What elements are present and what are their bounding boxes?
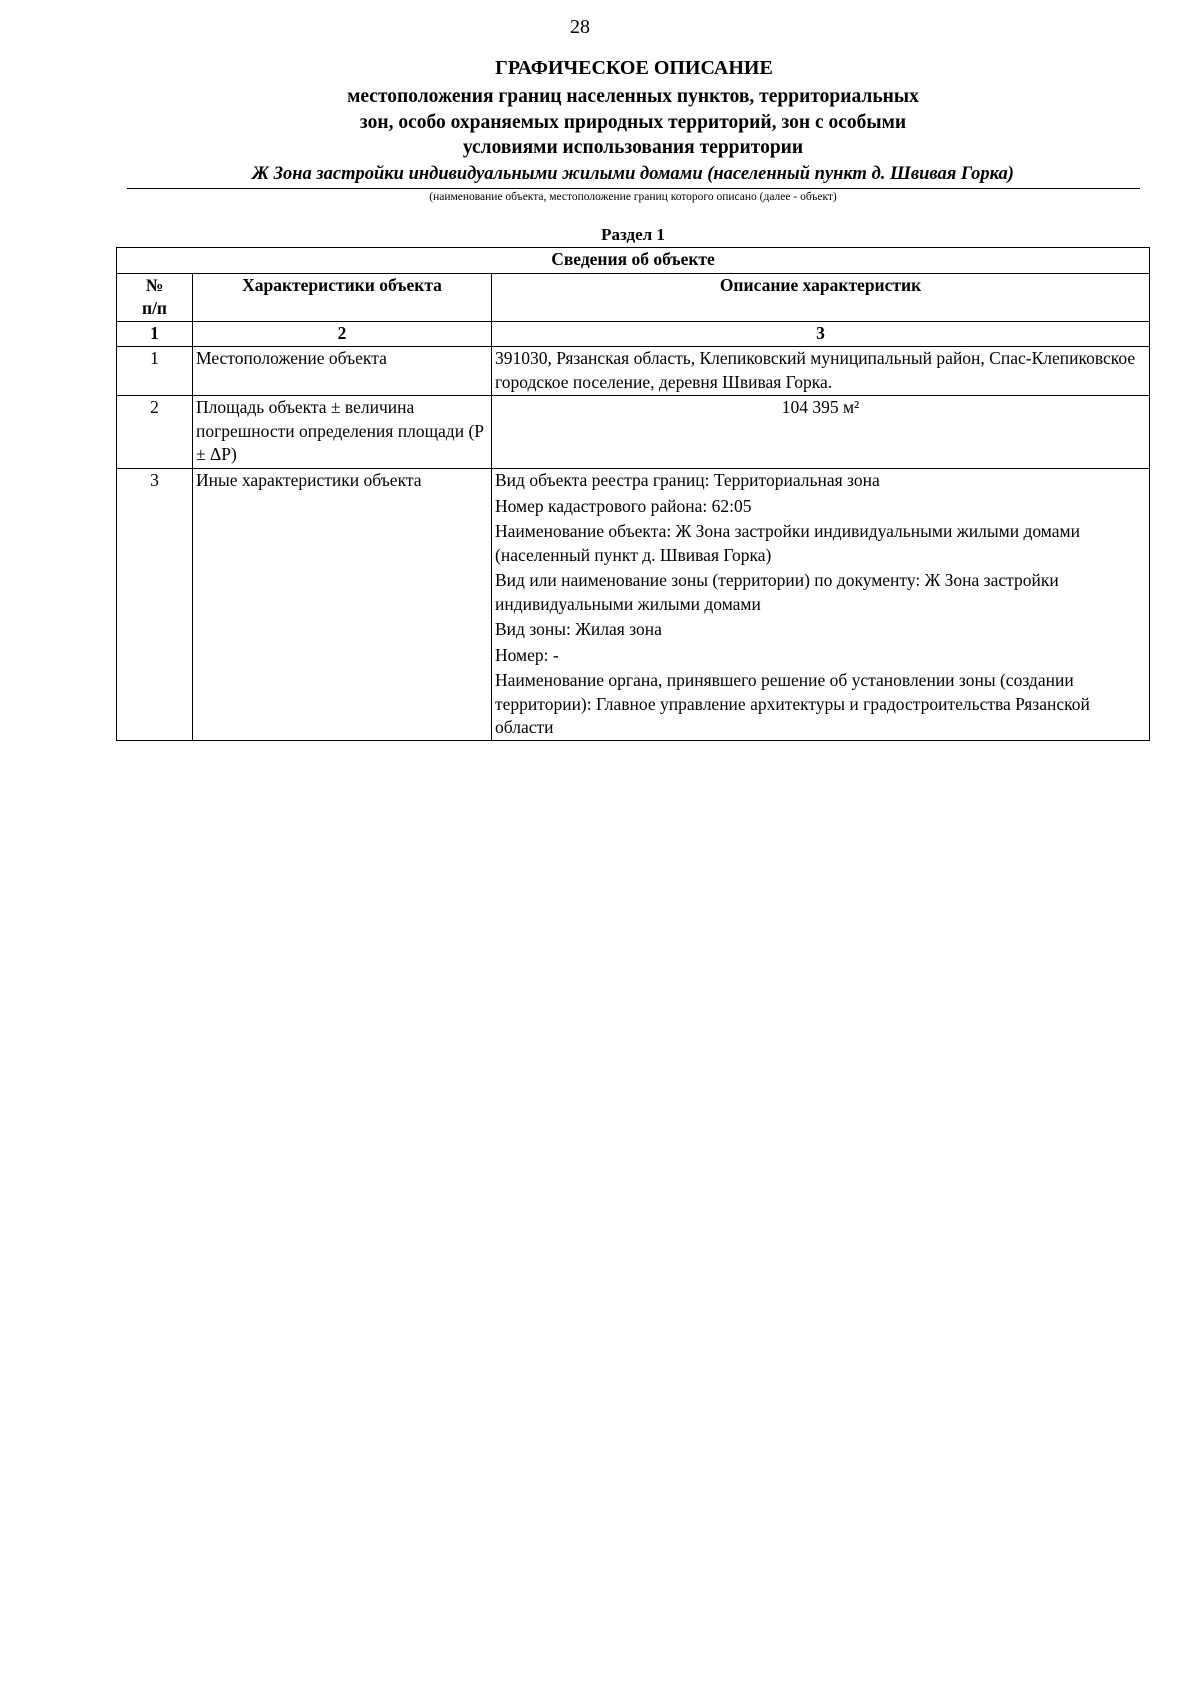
header-characteristics: Характеристики объекта (193, 274, 492, 322)
table-row (117, 396, 1150, 469)
header-number-abbrev: п/п (141, 298, 168, 318)
description-line: Вид зоны: Жилая зона (495, 619, 662, 639)
subtitle-line: местоположения границ населенных пунктов, территориальных (347, 86, 919, 107)
column-number: 3 (492, 322, 1150, 347)
row-number: 3 (117, 469, 193, 741)
column-number: 2 (193, 322, 492, 347)
column-number: 1 (117, 322, 193, 347)
row-characteristic: Иные характеристики объекта (193, 469, 492, 741)
row-number: 2 (117, 396, 193, 469)
row-characteristic: Местоположение объекта (193, 347, 492, 396)
document-subtitle (0, 84, 1200, 161)
row-description: 391030, Рязанская область, Клепиковский муниципальный район, Спас-Клепиковское городское поселение, деревня Швивая Горка. (492, 347, 1150, 396)
page-number: 28 (570, 16, 590, 38)
column-number-row (117, 322, 1150, 347)
subtitle-line: условиями использования территории (462, 137, 804, 158)
header-description: Описание характеристик (492, 274, 1150, 322)
table-caption-row (117, 248, 1150, 274)
description-line: Вид объекта реестра границ: Территориальная зона (495, 470, 880, 490)
row-description: 104 395 м² (492, 396, 1150, 469)
row-description (492, 469, 1150, 741)
table-row (117, 347, 1150, 396)
table-header-row (117, 274, 1150, 322)
row-number: 1 (117, 347, 193, 396)
object-name-caption: (наименование объекта, местоположение границ которого описано (далее - объект) (429, 191, 837, 203)
header-number-symbol: № (145, 275, 164, 295)
table-row (117, 469, 1150, 741)
document-title: ГРАФИЧЕСКОЕ ОПИСАНИЕ (495, 57, 773, 79)
subtitle-line: зон, особо охраняемых природных территорий, зон с особыми (359, 111, 907, 133)
object-info-table (116, 247, 1150, 741)
section-title: Раздел 1 (601, 225, 665, 244)
object-name: Ж Зона застройки индивидуальными жилыми домами (населенный пункт д. Швивая Горка) (252, 164, 1014, 184)
description-line: Вид или наименование зоны (территории) по документу: Ж Зона застройки индивидуальными жилыми домами (495, 570, 1059, 614)
header-number (117, 274, 193, 322)
description-line: Наименование объекта: Ж Зона застройки индивидуальными жилыми домами (населенный пункт д. Швивая Горка) (495, 521, 1080, 565)
description-line: Номер: - (495, 644, 559, 665)
table-caption: Сведения об объекте (117, 248, 1150, 274)
row-characteristic: Площадь объекта ± величина погрешности определения площади (P ± ΔP) (193, 396, 492, 469)
description-line: Номер кадастрового района: 62:05 (495, 495, 752, 516)
description-line: Наименование органа, принявшего решение об установлении зоны (создании территории): Главное управление архитектуры и градостроительства Рязанской области (495, 670, 1090, 737)
object-name-underline (127, 188, 1140, 189)
